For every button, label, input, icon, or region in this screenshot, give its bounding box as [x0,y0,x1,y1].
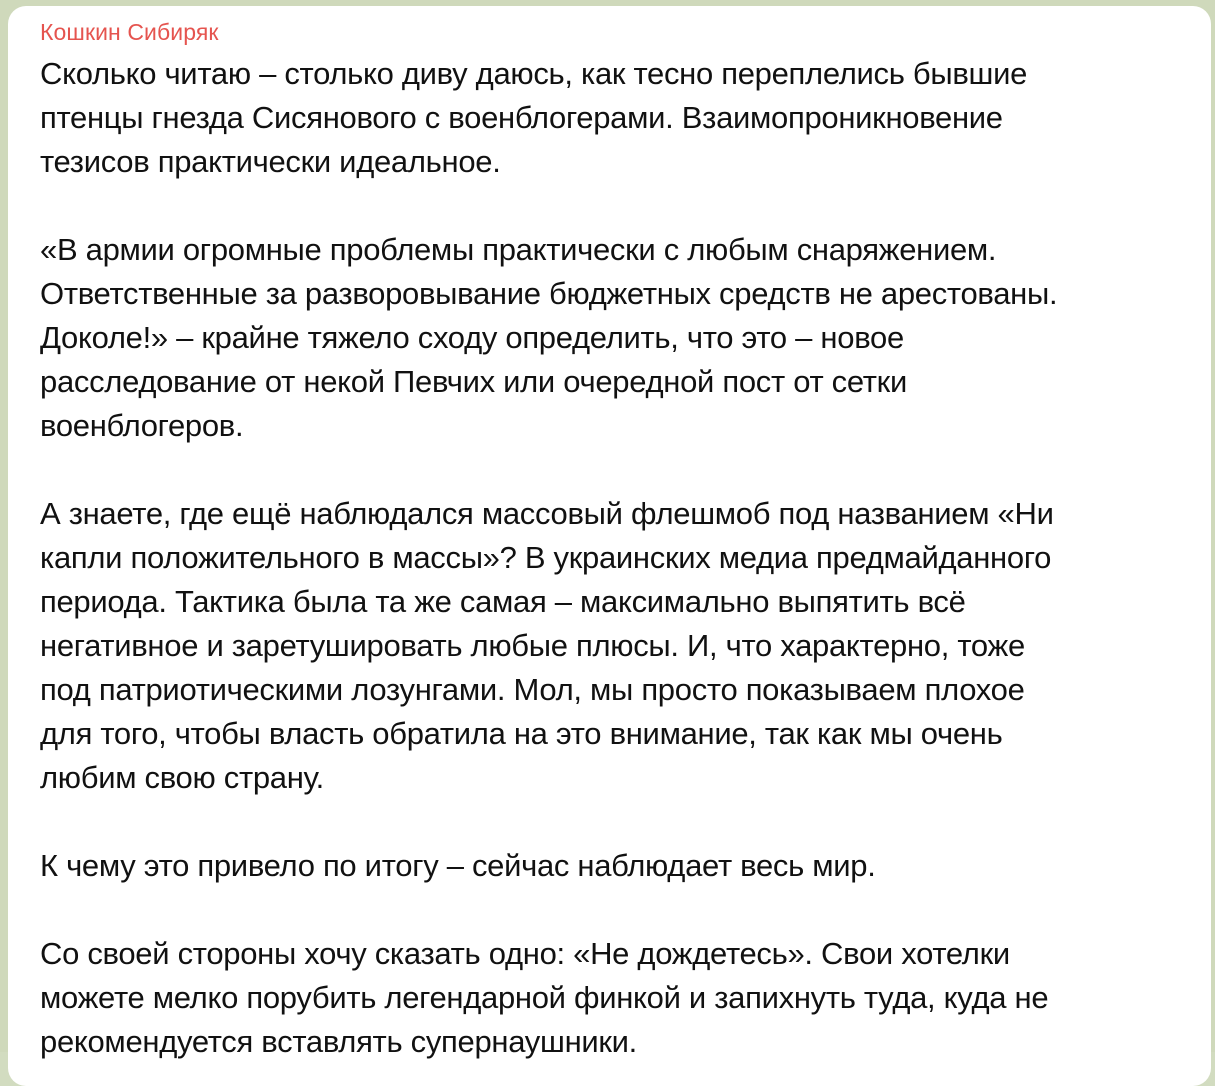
message-line: Ответственные за разворовывание бюджетных средств не арестованы. [40,276,1058,311]
paragraph-gap [40,888,1191,932]
message-paragraph [40,228,1191,448]
message-paragraph [40,844,1191,888]
message-line: К чему это привело по итогу – сейчас наблюдает весь мир. [40,848,876,883]
message-line: тезисов практически идеальное. [40,144,501,179]
message-paragraph [40,52,1191,184]
message-line: под патриотическими лозунгами. Мол, мы просто показываем плохое [40,672,1025,707]
message-line: негативное и заретушировать любые плюсы. И, что характерно, тоже [40,628,1025,663]
message-line: периода. Тактика была та же самая – максимально выпятить всё [40,584,966,619]
message-paragraph [40,932,1191,1064]
message-line: для того, чтобы власть обратила на это внимание, так как мы очень [40,716,1003,751]
message-line: Со своей стороны хочу сказать одно: «Не дождетесь». Свои хотелки [40,936,1010,971]
message-line: «В армии огромные проблемы практически с любым снаряжением. [40,232,997,267]
message-line: А знаете, где ещё наблюдался массовый флешмоб под названием «Ни [40,496,1054,531]
paragraph-gap [40,448,1191,492]
message-line: Доколе!» – крайне тяжело сходу определить, что это – новое [40,320,904,355]
message-line: любим свою страну. [40,760,324,795]
paragraph-gap [40,184,1191,228]
message-paragraph [40,492,1191,800]
message-bubble[interactable] [8,6,1211,1086]
sender-name[interactable]: Кошкин Сибиряк [40,19,219,45]
paragraph-gap [40,800,1191,844]
message-line: военблогеров. [40,408,244,443]
message-line: Сколько читаю – столько диву даюсь, как тесно переплелись бывшие [40,56,1028,91]
message-line: рекомендуется вставлять супернаушники. [40,1024,637,1059]
message-line: капли положительного в массы»? В украинских медиа предмайданного [40,540,1052,575]
message-line: птенцы гнезда Сисянового с военблогерами. Взаимопроникновение [40,100,1003,135]
message-line: расследование от некой Певчих или очередной пост от сетки [40,364,907,399]
message-line: можете мелко порубить легендарной финкой и запихнуть туда, куда не [40,980,1049,1015]
